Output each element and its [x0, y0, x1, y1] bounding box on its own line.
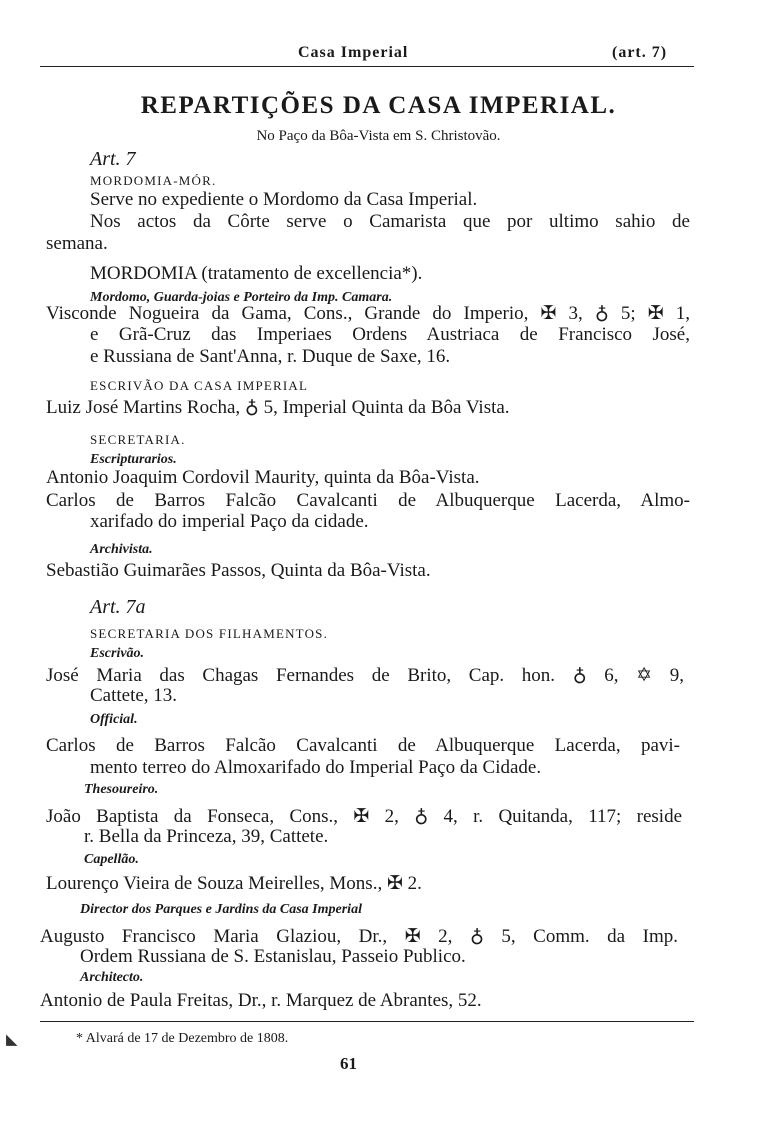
entry-line: Sebastião Guimarães Passos, Quinta da Bôa-Vista.	[46, 560, 431, 581]
role-heading-official: Official.	[90, 712, 138, 727]
role-heading-mordomo: Mordomo, Guarda-joias e Porteiro da Imp. Camara.	[90, 290, 393, 305]
entry-line: mento terreo do Almoxarifado do Imperial Paço da Cidade.	[90, 757, 542, 778]
section-heading-filhamentos: SECRETARIA DOS FILHAMENTOS.	[90, 626, 329, 641]
page-title: REPARTIÇÕES DA CASA IMPERIAL.	[140, 92, 617, 119]
article-7-label: Art. 7	[90, 148, 136, 170]
role-heading-archivista: Archivista.	[90, 542, 153, 557]
footnote: * Alvará de 17 de Dezembro de 1808.	[76, 1031, 289, 1046]
role-heading-escrivao: Escrivão.	[90, 646, 145, 661]
entry-line: Lourenço Vieira de Souza Meirelles, Mons., ✠ 2.	[46, 873, 422, 894]
article-reference: (art. 7)	[612, 44, 668, 61]
role-heading-thesoureiro: Thesoureiro.	[84, 782, 159, 797]
role-heading-capellao: Capellão.	[84, 852, 139, 867]
role-heading-architecto: Architecto.	[80, 970, 144, 985]
entry-line: r. Bella da Princeza, 39, Cattete.	[84, 826, 329, 847]
paragraph-line: semana.	[46, 233, 108, 254]
paragraph-line: Nos actos da Côrte serve o Camarista que por ultimo sahio de	[90, 211, 690, 232]
entry-line: Antonio de Paula Freitas, Dr., r. Marquez de Abrantes, 52.	[40, 990, 482, 1011]
entry-line: e Grã-Cruz das Imperiaes Ordens Austriaca de Francisco José,	[90, 324, 690, 345]
entry-line: Carlos de Barros Falcão Cavalcanti de Albuquerque Lacerda, Almo-	[46, 490, 690, 511]
paragraph-line: Serve no expediente o Mordomo da Casa Imperial.	[90, 189, 478, 210]
section-heading-escrivao: ESCRIVÃO DA CASA IMPERIAL	[90, 378, 309, 393]
running-title: Casa Imperial	[298, 44, 409, 61]
entry-line: Luiz José Martins Rocha, ♁ 5, Imperial Quinta da Bôa Vista.	[46, 397, 510, 418]
entry-line: xarifado do imperial Paço da cidade.	[90, 511, 369, 532]
page-subtitle: No Paço da Bôa-Vista em S. Christovão.	[256, 128, 501, 144]
entry-line: José Maria das Chagas Fernandes de Brito, Cap. hon. ♁ 6, ✡ 9,	[46, 665, 684, 686]
page-number: 61	[340, 1054, 357, 1073]
margin-mark: ◣	[6, 1032, 18, 1048]
section-heading-secretaria: SECRETARIA.	[90, 432, 186, 447]
entry-line: Carlos de Barros Falcão Cavalcanti de Albuquerque Lacerda, pavi-	[46, 735, 680, 756]
entry-line: Augusto Francisco Maria Glaziou, Dr., ✠ 2, ♁ 5, Comm. da Imp.	[40, 926, 678, 947]
section-heading-mordomia: MORDOMIA (tratamento de excellencia*).	[90, 263, 423, 284]
entry-line: Antonio Joaquim Cordovil Maurity, quinta da Bôa-Vista.	[46, 467, 480, 488]
entry-line: Visconde Nogueira da Gama, Cons., Grande do Imperio, ✠ 3, ♁ 5; ✠ 1,	[46, 303, 690, 324]
footnote-rule	[40, 1021, 694, 1022]
header-rule	[40, 66, 694, 67]
entry-line: Ordem Russiana de S. Estanislau, Passeio Publico.	[80, 946, 466, 967]
entry-line: e Russiana de Sant'Anna, r. Duque de Saxe, 16.	[90, 346, 451, 367]
role-heading-director: Director dos Parques e Jardins da Casa Imperial	[80, 902, 362, 917]
entry-line: João Baptista da Fonseca, Cons., ✠ 2, ♁ 4, r. Quitanda, 117; reside	[46, 806, 682, 827]
role-heading-escripturarios: Escripturarios.	[90, 452, 177, 467]
section-heading-mordomia-mor: MORDOMIA-MÓR.	[90, 173, 217, 188]
entry-line: Cattete, 13.	[90, 685, 178, 706]
article-7a-label: Art. 7a	[90, 596, 146, 618]
